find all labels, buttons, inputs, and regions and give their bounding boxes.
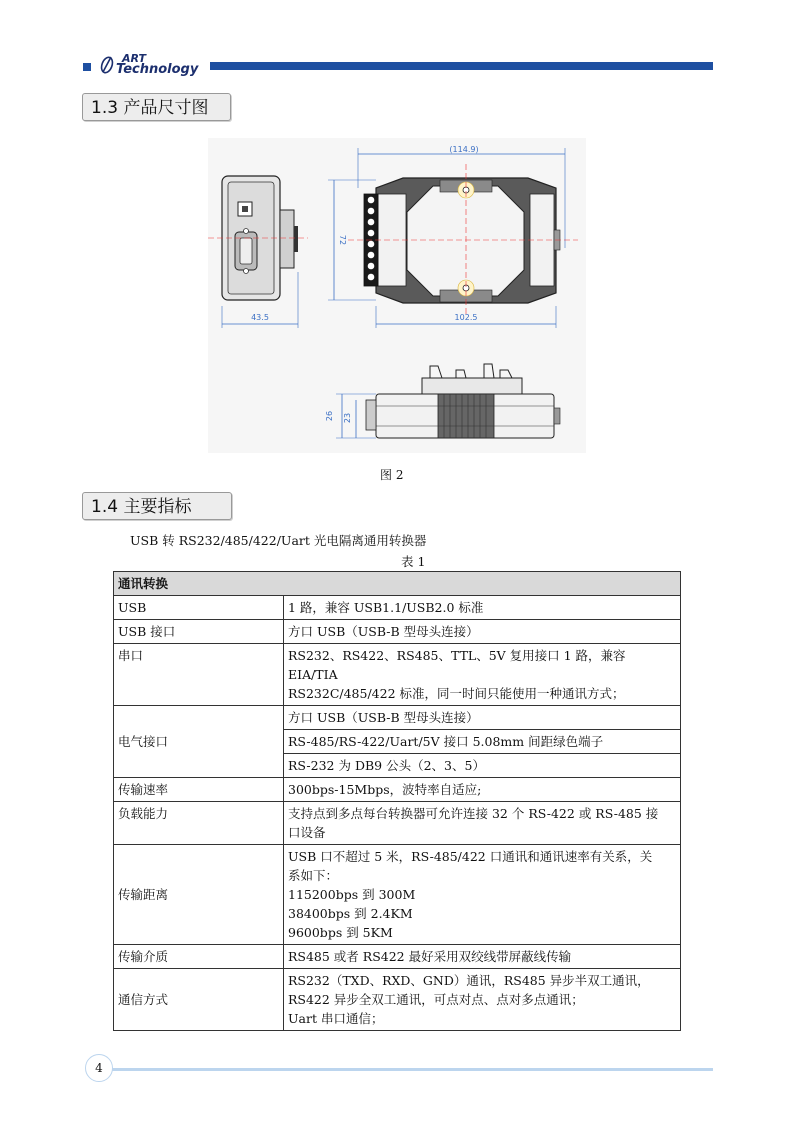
row-line: 系如下： (288, 868, 339, 883)
table-row (114, 802, 681, 845)
logo-art-text: ART (122, 52, 146, 65)
section-title-specs: 1.4 主要指标 (82, 492, 232, 520)
table-row (114, 969, 681, 1031)
row-line: RS-232 为 DB9 公头（2、3、5） (284, 753, 680, 777)
dim-body-length: 102.5 (454, 313, 478, 322)
table-header: 通讯转换 (114, 572, 681, 596)
row-line: USB 口不超过 5 米，RS-485/422 口通讯和通讯速率有关系，关 (288, 849, 653, 864)
table-caption: 表 1 (401, 554, 426, 569)
table-row (114, 706, 681, 778)
row-line: Uart 串口通信； (288, 1011, 384, 1026)
page-number: 4 (85, 1054, 113, 1082)
row-value (284, 620, 681, 644)
table-row (114, 945, 681, 969)
table-row (114, 620, 681, 644)
row-line: 300bps-15Mbps，波特率自适应; (288, 782, 482, 797)
row-value (284, 596, 681, 620)
row-line: 支持点到多点每台转换器可允许连接 32 个 RS-422 或 RS-485 接 (288, 806, 659, 821)
art-technology-logo (100, 52, 200, 76)
row-label: USB 接口 (114, 620, 284, 644)
row-line: RS-485/RS-422/Uart/5V 接口 5.08mm 间距绿色端子 (284, 729, 680, 753)
section-title-dimensions: 1.3 产品尺寸图 (82, 93, 231, 121)
row-line: 口设备 (288, 825, 326, 840)
product-name: USB 转 RS232/485/422/Uart 光电隔离通用转换器 (130, 533, 427, 548)
row-line: RS232（TXD、RXD、GND）通讯，RS485 异步半双工通讯， (288, 973, 650, 988)
product-dimension-drawing (208, 138, 586, 453)
row-value (284, 802, 681, 845)
row-line: 方口 USB（USB-B 型母头连接） (288, 624, 479, 639)
dim-height: 72 (338, 234, 347, 246)
dim-overall-width: (114.9) (449, 145, 479, 154)
row-label: 负载能力 (114, 802, 284, 845)
row-label: 传输速率 (114, 778, 284, 802)
row-line: RS232、RS422、RS485、TTL、5V 复用接口 1 路，兼容 EIA/TIA (288, 648, 626, 682)
row-value (284, 778, 681, 802)
figure-caption: 图 2 (380, 468, 404, 482)
logo-mark-icon (100, 54, 114, 74)
row-value (284, 706, 681, 778)
row-label: 传输介质 (114, 945, 284, 969)
row-value (284, 945, 681, 969)
table-row (114, 644, 681, 706)
row-line: 9600bps 到 5KM (288, 925, 393, 940)
header-square (83, 63, 91, 71)
logo-technology-text: Technology (116, 62, 199, 77)
dim-total-thickness: 26 (325, 410, 334, 422)
row-label: 串口 (114, 644, 284, 706)
row-value (284, 644, 681, 706)
dim-side-width: 43.5 (251, 313, 269, 322)
row-line: RS485 或者 RS422 最好采用双绞线带屏蔽线传输 (288, 949, 572, 964)
dim-body-thickness: 23 (343, 412, 352, 424)
row-line: 1 路，兼容 USB1.1/USB2.0 标准 (288, 600, 484, 615)
row-line: RS232C/485/422 标准，同一时间只能使用一种通讯方式； (288, 686, 625, 701)
row-label: 传输距离 (114, 845, 284, 945)
header-bar (210, 62, 713, 70)
footer-line (100, 1068, 713, 1071)
row-value (284, 969, 681, 1031)
spec-table (113, 571, 681, 1031)
table-row (114, 845, 681, 945)
row-line: RS422 异步全双工通讯，可点对点、点对多点通讯； (288, 992, 584, 1007)
row-value (284, 845, 681, 945)
row-label: USB (114, 596, 284, 620)
row-label: 电气接口 (114, 706, 284, 778)
table-row (114, 778, 681, 802)
row-label: 通信方式 (114, 969, 284, 1031)
row-line: 115200bps 到 300M (288, 887, 416, 902)
row-line: 方口 USB（USB-B 型母头连接） (288, 710, 479, 725)
row-line: 38400bps 到 2.4KM (288, 906, 413, 921)
table-row (114, 596, 681, 620)
